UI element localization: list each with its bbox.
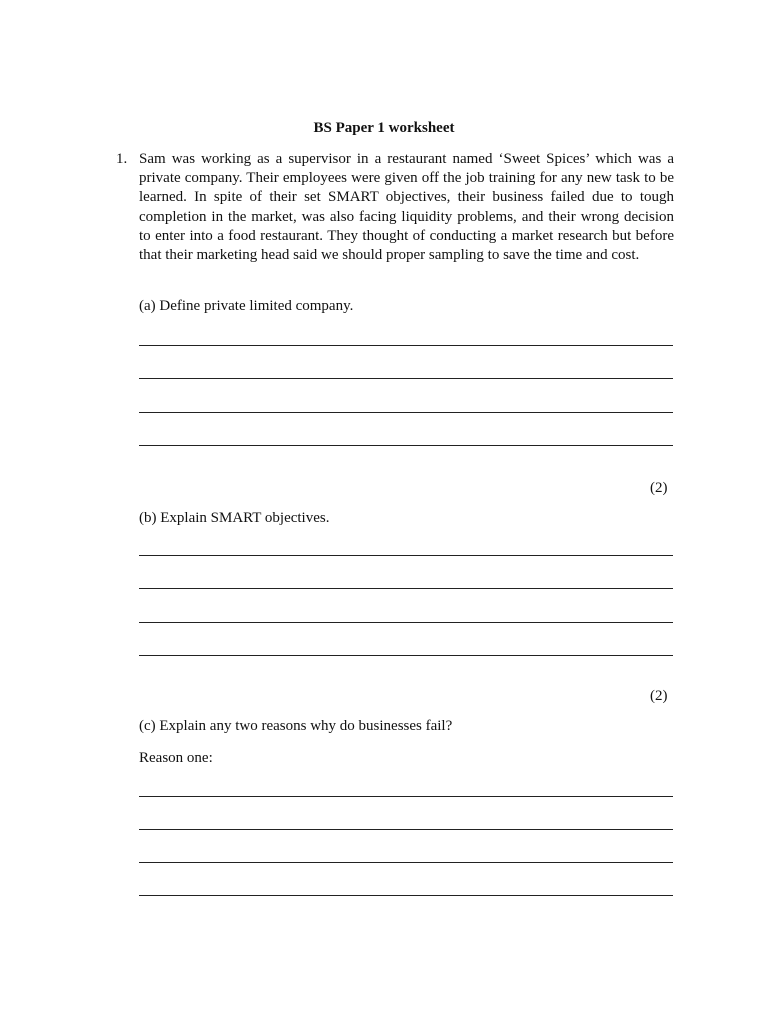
answer-line[interactable] <box>139 378 673 379</box>
answer-line[interactable] <box>139 412 673 413</box>
question-text: Sam was working as a supervisor in a restaurant named ‘Sweet Spices’ which was a private company. Their employees were given off the job training for any new task to be learned. In spite of their set SMART objectives, their business failed due to tough completion in the market, was also facing liquidity problems, and their wrong decision to enter into a food restaurant. They thought of conducting a market research but before that their marketing head said we should proper sampling to save the time and cost. <box>139 151 674 264</box>
answer-line[interactable] <box>139 555 673 556</box>
answer-line[interactable] <box>139 445 673 446</box>
answer-line[interactable] <box>139 345 673 346</box>
part-a-marks: (2) <box>650 480 668 496</box>
answer-line[interactable] <box>139 862 673 863</box>
answer-line[interactable] <box>139 588 673 589</box>
part-b-marks: (2) <box>650 688 668 704</box>
answer-line[interactable] <box>139 829 673 830</box>
worksheet-title: BS Paper 1 worksheet <box>313 120 455 136</box>
question-number: 1. <box>116 151 128 167</box>
part-c-prompt: (c) Explain any two reasons why do businesses fail? <box>139 718 453 734</box>
part-a-prompt: (a) Define private limited company. <box>139 298 354 314</box>
answer-line[interactable] <box>139 895 673 896</box>
answer-line[interactable] <box>139 622 673 623</box>
answer-line[interactable] <box>139 655 673 656</box>
part-b-prompt: (b) Explain SMART objectives. <box>139 510 330 526</box>
answer-line[interactable] <box>139 796 673 797</box>
reason-one-label: Reason one: <box>139 750 213 766</box>
